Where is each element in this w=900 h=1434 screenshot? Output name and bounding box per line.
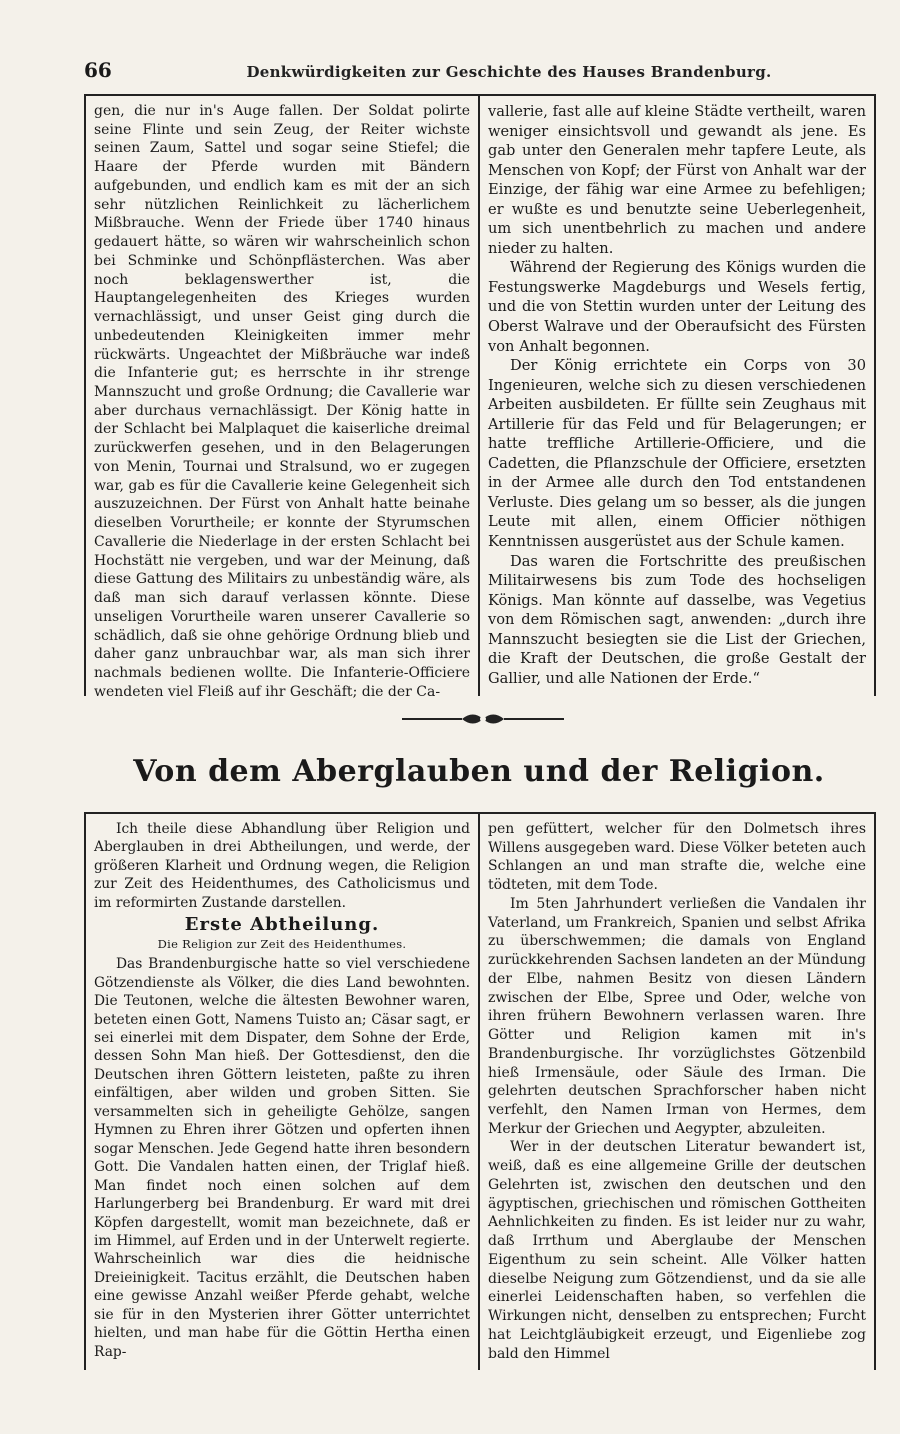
bottom-right-column: [488, 820, 866, 1363]
section-ornament: [398, 706, 568, 732]
section-title: Von dem Aberglauben und der Religion.: [133, 754, 825, 789]
paragraph: Im 5ten Jahrhundert verließen die Vandalen ihr Vaterland, um Frankreich, Spanien und selbst Afrika zu überschwemmen; die damals von England zurückkehrenden Sachsen landeten an der Mündung der Elbe, nahmen Besitz von diesen Ländern zwischen der Elbe, Spree und Oder, welche von ihren frühern Bewohnern verlassen waren. Ihre Götter und Religion kamen mit in's Brandenburgische. Ihr vorzüglichstes Götzenbild hieß Irmensäule, oder Säule des Irman. Die gelehrten deutschen Sprachforscher haben nicht verfehlt, den Namen Irman von Hermes, dem Merkur der Griechen und Aegypter, abzuleiten.: [488, 895, 866, 1137]
paragraph: vallerie, fast alle auf kleine Städte vertheilt, waren weniger einsichtsvoll und gewandt als jene. Es gab unter den Generalen mehr tapfere Leute, als Menschen von Kopf; der Fürst von Anhalt war der Einzige, der fähig war eine Armee zu befehligen; er wußte es und benutzte seine Ueberlegenheit, um sich unentbehrlich zu machen und andere nieder zu halten.: [488, 103, 866, 257]
bottom-right-border: [874, 814, 876, 1370]
page-number: 66: [84, 58, 112, 82]
paragraph: Ich theile diese Abhandlung über Religion und Aberglauben in drei Abtheilungen, und werde, der größeren Klarheit und Ordnung wegen, die Religion zur Zeit des Heidenthumes, des Catholicismus und im reformirten Zustande darstellen.: [94, 821, 470, 911]
division-subheading: Die Religion zur Zeit des Heidenthumes.: [157, 936, 407, 951]
top-left-column: [94, 102, 470, 702]
top-right-column: [488, 102, 866, 688]
section-rule: [84, 812, 876, 814]
bottom-left-border: [84, 814, 86, 1370]
paragraph: Das Brandenburgische hatte so viel verschiedene Götzendienste als Völker, die dies Land bewohnten. Die Teutonen, welche die ältesten Bewohner waren, beteten einen Gott, Namens Tuisto an; Cäsar sagt, er sei einerlei mit dem Dispater, dem Sohne der Erde, dessen Sohn Man hieß. Der Gottesdienst, den die Deutschen ihren Göttern leisteten, paßte zu ihren einfältigen, aber wilden und groben Sitten. Sie versammelten sich in geheiligte Gehölze, sangen Hymnen zu Ehren ihrer Götzen und opferten ihnen sogar Menschen. Jede Gegend hatte ihren besondern Gott. Die Vandalen hatten einen, der Triglaf hieß. Man findet noch einen solchen auf dem Harlungerberg bei Brandenburg. Er ward mit drei Köpfen dargestellt, womit man bezeichnete, daß er im Himmel, auf Erden und in der Unterwelt regierte. Wahrscheinlich war dies die heidnische Dreieinigkeit. Tacitus erzählt, die Deutschen haben eine gewisse Anzahl weißer Pferde gehabt, welche sie für in den Mysterien ihrer Götter unterrichtet hielten, und man habe für die Göttin Hertha einen Rap-: [94, 956, 470, 1360]
division-heading: Erste Abtheilung.: [184, 914, 380, 936]
bottom-column-divider: [478, 814, 480, 1370]
header-rule: [84, 94, 876, 96]
paragraph: Das waren die Fortschritte des preußischen Militairwesens bis zum Tode des hochseligen Königs. Man könnte auf dasselbe, was Vegetius von dem Römischen sagt, anwenden: „durch ihre Mannszucht besiegten sie die List der Griechen, die Kraft der Deutschen, die große Gestalt der Gallier, und alle Nationen der Erde.“: [488, 552, 866, 687]
paragraph: gen, die nur in's Auge fallen. Der Soldat polirte seine Flinte und sein Zeug, der Reiter wichste seinen Zaum, Sattel und sogar seine Stiefel; die Haare der Pferde wurden mit Bändern aufgebunden, und endlich kam es mit der an sich sehr nützlichen Reinlichkeit zu lächerlichem Mißbrauche. Wenn der Friede über 1740 hinaus gedauert hätte, so wären wir wahrscheinlich schon bei Schminke und Schönpflästerchen. Was aber noch beklagenswerther ist, die Hauptangelegenheiten des Krieges wurden vernachlässigt, und unser Geist ging durch die unbedeutenden Kleinigkeiten immer mehr rückwärts. Ungeachtet der Mißbräuche war indeß die Infanterie gut; es herrschte in ihr strenge Mannszucht und große Ordnung; die Cavallerie war aber durchaus vernachlässigt. Der König hatte in der Schlacht bei Malplaquet die kaiserliche dreimal zurückwerfen gesehen, und in den Belagerungen von Menin, Tournai und Stralsund, wo er zugegen war, gab es für die Cavallerie keine Gelegenheit sich auszuzeichnen. Der Fürst von Anhalt hatte beinahe dieselben Vorurtheile; er konnte der Styrumschen Cavallerie die Niederlage in der ersten Schlacht bei Hochstätt nie vergeben, und war der Meinung, daß diese Gattung des Militairs zu unbeständig wäre, als daß man sich darauf verlassen könnte. Diese unseligen Vorurtheile waren unserer Cavallerie so schädlich, daß sie ohne gehörige Ordnung blieb und daher ganz unbrauchbar war, als man sich ihrer nachmals bedienen wollte. Die Infanterie-Officiere wendeten viel Fleiß auf ihr Geschäft; die der Ca-: [94, 103, 470, 700]
running-title: Denkwürdigkeiten zur Geschichte des Hauses Brandenburg.: [246, 63, 772, 81]
paragraph: Während der Regierung des Königs wurden die Festungswerke Magdeburgs und Wesels fertig, und die von Stettin wurden unter der Leitung des Oberst Walrave und der Oberaufsicht des Fürsten von Anhalt begonnen.: [488, 259, 866, 355]
bottom-left-column: [94, 820, 470, 1361]
paragraph: Wer in der deutschen Literatur bewandert ist, weiß, daß es eine allgemeine Grille der deutschen Gelehrten ist, zwischen den deutschen und den ägyptischen, griechischen und römischen Gottheiten Aehnlichkeiten zu finden. Es ist leider nur zu wahr, daß Irrthum und Aberglaube der Menschen Eigenthum zu sein scheint. Alle Völker hatten dieselbe Neigung zum Götzendienst, und da sie alle einerlei Leidenschaften haben, so verfehlen die Wirkungen nicht, denselben zu entsprechen; Furcht hat Leichtgläubigkeit erzeugt, und Eigenliebe zog bald den Himmel: [488, 1139, 866, 1362]
paragraph: Der König errichtete ein Corps von 30 Ingenieuren, welche sich zu diesen verschiedenen Arbeiten ausbildeten. Er füllte sein Zeughaus mit Artillerie für das Feld und für Belagerungen; er hatte treffliche Artillerie-Officiere, und die Cadetten, die Pflanzschule der Officiere, ersetzten in der Armee alle durch den Tod entstandenen Verluste. Dies gelang um so besser, als die jungen Leute mit allen, einem Officier nöthigen Kenntnissen ausgerüstet aus der Schule kamen.: [488, 357, 866, 551]
top-right-border: [874, 96, 876, 696]
top-column-divider: [478, 96, 480, 696]
page-header: [84, 58, 874, 88]
top-left-border: [84, 96, 86, 696]
paragraph: pen gefüttert, welcher für den Dolmetsch ihres Willens ausgegeben ward. Diese Völker beteten auch Schlangen an und man strafte die, welche eine tödteten, mit dem Tode.: [488, 821, 866, 894]
